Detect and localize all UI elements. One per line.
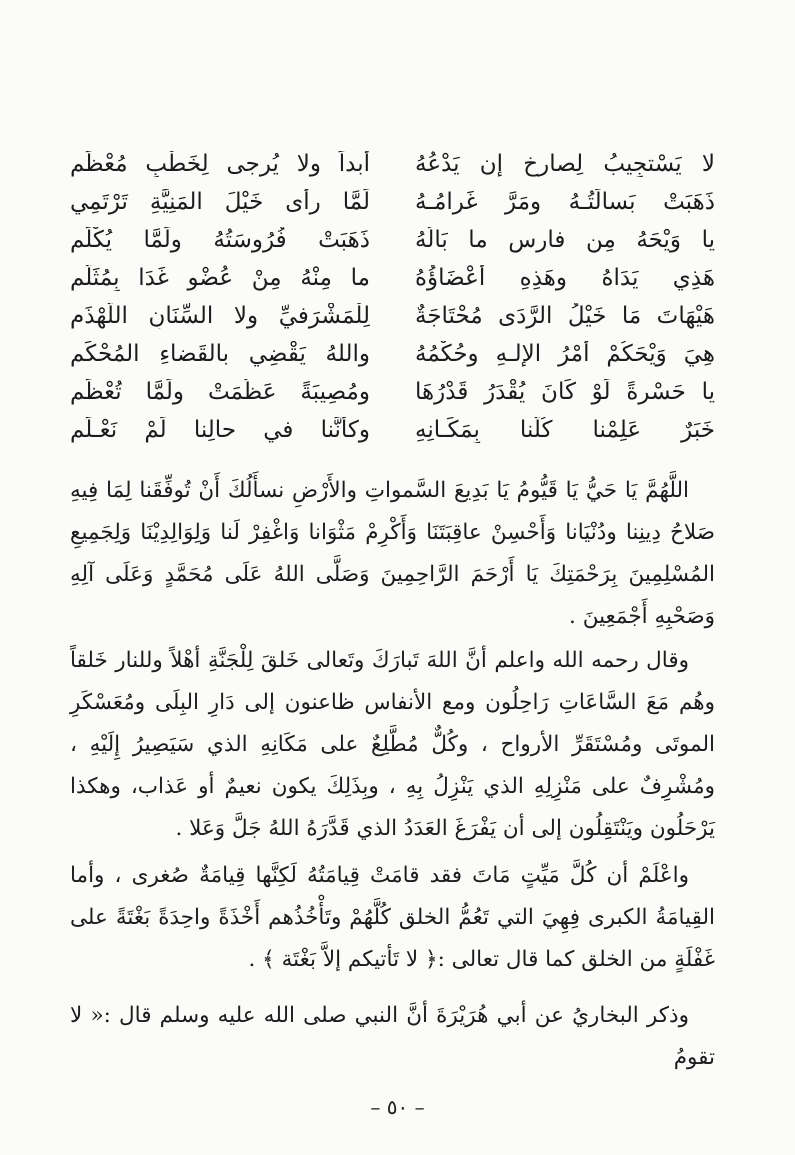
poem-verse [70,373,715,411]
verse-first-hemistich: خَبَرٌ عَلِمْنا كُلُّنا بِمَكَـانِهِ [415,417,715,443]
paragraph-text: وذكر البخاريُ عن أبي هُرَيْرَةَ أنَّ النبي صلى الله عليه وسلم قال :« لا تقومُ [70,1003,715,1070]
verse-second-hemistich: لِلْمَشْرَفيِّ ولا السِّنَانِ اللَّهْذَمِ [70,303,370,329]
verse-second-hemistich: ذَهَبَتْ فُرُوسَتُهُ ولَمَّا يُكْلَمِ [70,227,370,253]
verse-second-hemistich: وكأنَّنا في حالِنا لَمْ نَعْـلَمِ [70,417,370,443]
prayer-paragraph [70,470,715,638]
paragraph-text: واعْلَمْ أن كُلَّ مَيِّتٍ مَاتَ فقد قامَتْ قِيامَتُهُ لَكِنَّها قِيامَةٌ صُغرى ، وأما القِيامَةُ الكبرى فِهِيَ التي تَعُمُّ الخلق كُلَّهُمْ وتَأْخُذُهم أَخْذَةً واحِدَةً بَغْتَةً على غَفْلَةٍ من الخلق كما قال تعالى :﴿ لا تَأتيكم إلاَّ بَغْتَة ﴾ . [70,863,715,972]
paragraph-text: وقال رحمه الله واعلم أنَّ اللهَ تَبارَكَ وتَعالى خَلقَ لِلْجَنَّةِ أهْلاً وللنار خَلقاً وهُم مَعَ السَّاعَاتِ رَاحِلُون ومع الأنفاس ظاعنون إلى دَارِ البِلَى ومُعَسْكَرِ الموتَى ومُسْتَقَرِّ الأرواح ، وكُلٌّ مُطَّلِعٌ على مَكَانِهِ الذي سَيَصِيرُ إِلَيْهِ ، ومُشْرِفٌ على مَنْزِلِهِ الذي يَنْزِلُ بِهِ ، وبِذَلِكَ يكون نعيمٌ أو عَذاب، وهكذا يَرْحَلُون ويَنْتَقِلُون إلى أن يَفْرَغَ العَدَدُ الذي قَدَّرَهُ اللهُ جَلَّ وَعَلا . [70,648,715,841]
verse-second-hemistich: ومُصِيبَةً عَظُمَتْ ولَمَّا تُعْظَمِ [70,379,370,405]
verse-first-hemistich: ذَهَبَتْ بَسالَتُـهُ ومَرَّ غَرامُـهُ [415,189,715,215]
verse-second-hemistich: لَمَّا رأى خَيْلَ المَنِيَّةِ تَرْتَمِي [70,189,370,215]
body-paragraph [70,640,715,850]
verse-second-hemistich: ما مِنْهُ مِنْ عُضْوٍ غَدَا بِمُثَلَّمِ [70,265,370,291]
poem-verse [70,411,715,449]
poem-block [70,145,715,449]
verse-first-hemistich: يا حَسْرةً لَوْ كَانَ يُقْدَرُ قَدْرُهَا [415,379,715,405]
body-paragraph [70,855,715,981]
paragraph-text: اللَّهُمَّ يَا حَيُّ يَا قَيُّومُ يَا بَدِيعَ السَّمواتِ والأَرْضِ نسأَلُكَ أَنْ تُوفِّقَنا لِمَا فِيهِ صَلاحُ دِينِنا ودُنْيَانا وَأَحْسِنْ عاقِبَتَنَا وَأَكْرِمْ مَثْوَانا وَاغْفِرْ لَنا وَلِوَالِدِيْنَا وَلِجَمِيعِ المُسْلِمِينَ بِرَحْمَتِكَ يَا أَرْحَمَ الرَّاحِمِينَ وَصَلَّى اللهُ عَلَى مُحَمَّدٍ وَعَلَى آلِهِ وَصَحْبِهِ أَجْمَعِينَ . [70,478,715,629]
verse-first-hemistich: هِيَ وَيْحَكُمْ أمْرُ الإلـهِ وحُكْمُهُ [415,341,715,367]
poem-verse [70,145,715,183]
verse-first-hemistich: هَيْهَاتَ مَا خَيْلُ الرَّدَى مُحْتَاجَةٌ [415,303,715,329]
poem-verse [70,297,715,335]
verse-first-hemistich: لا يَسْتجِيبُ لِصارِخٍ إن يَدْعُهُ [415,151,715,177]
poem-verse [70,183,715,221]
poem-verse [70,335,715,373]
verse-second-hemistich: أبداً ولا يُرجى لِخَطْبٍ مُعْظَمِ [70,151,370,177]
verse-first-hemistich: هَذِي يَدَاهُ وهَذِهِ أعْضَاؤُهُ [415,265,715,291]
verse-second-hemistich: واللهُ يَقْضِي بالقَضاءِ المُحْكَمِ [70,341,370,367]
body-paragraph [70,995,715,1079]
poem-verse [70,259,715,297]
verse-first-hemistich: يا وَيْحَهُ مِن فارسٍ ما بَالُهُ [415,227,715,253]
page-number: – ٥٠ – [370,1095,425,1119]
poem-verse [70,221,715,259]
